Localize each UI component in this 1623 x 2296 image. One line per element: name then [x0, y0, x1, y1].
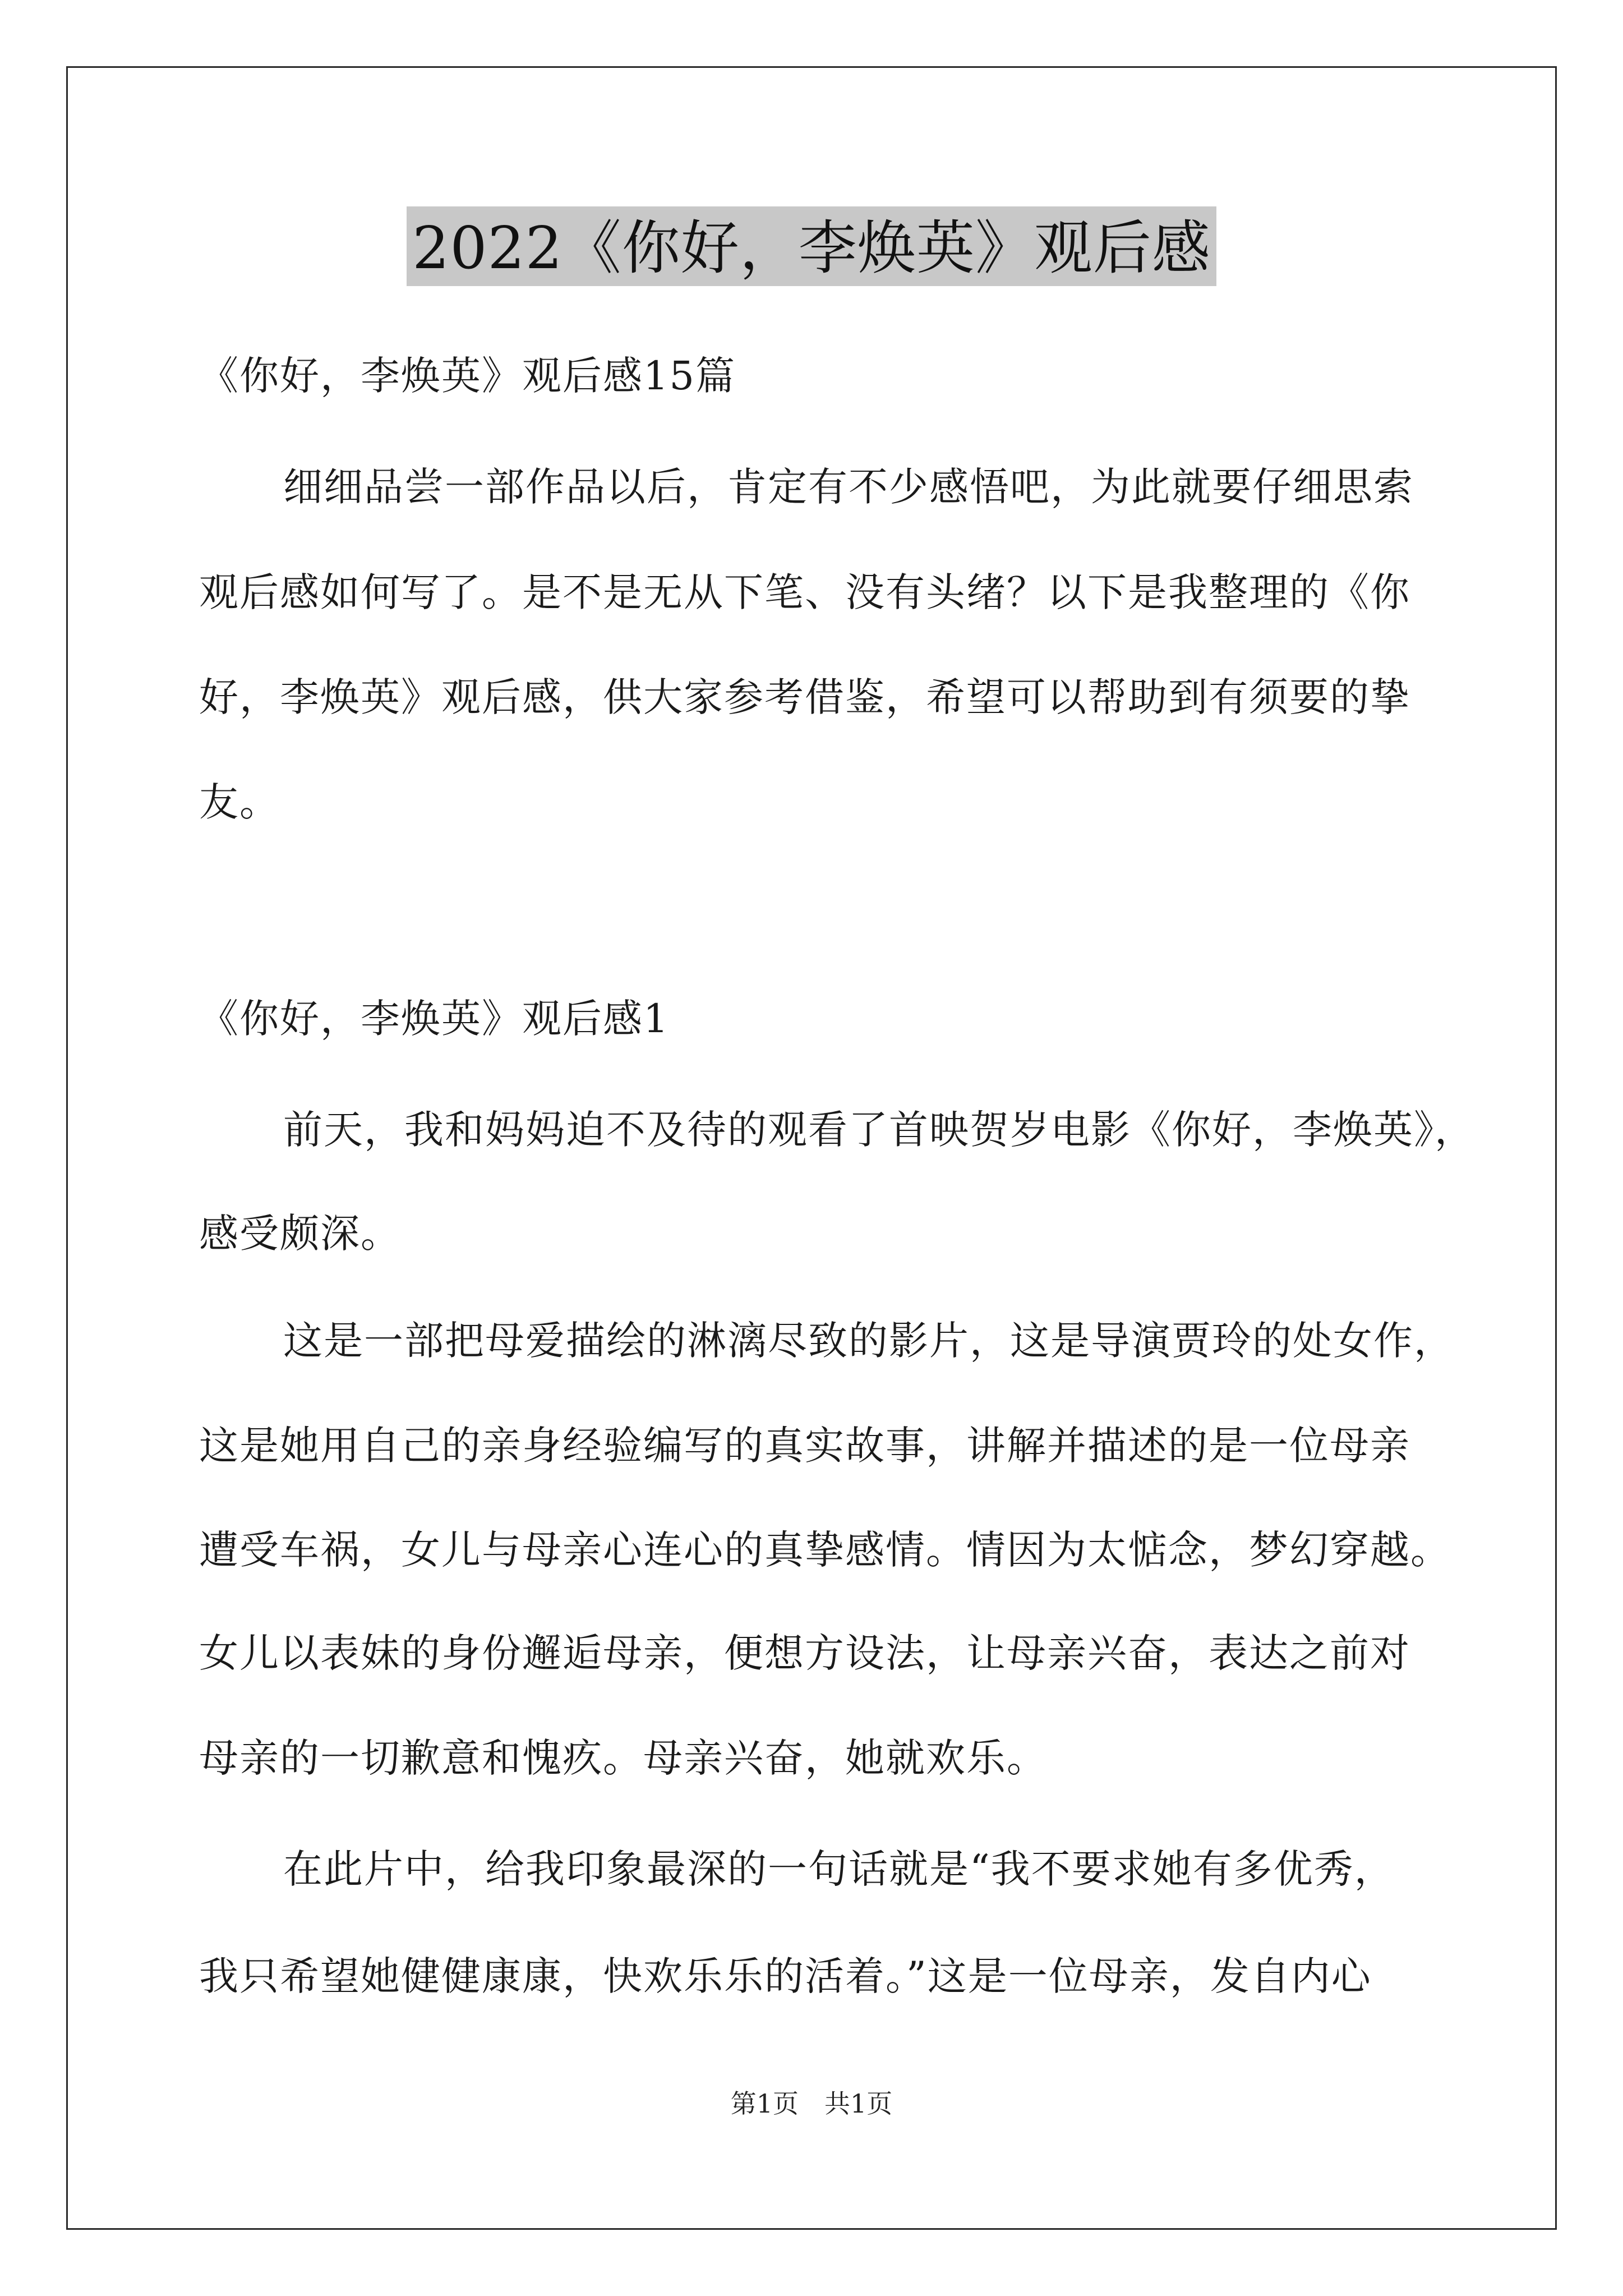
paragraph-line: 这是她用自己的亲身经验编写的真实故事，讲解并描述的是一位母亲	[199, 1423, 1410, 1469]
intro-line: 细细品尝一部作品以后，肯定有不少感悟吧，为此就要仔细思索	[283, 464, 1414, 510]
title-container	[0, 206, 1623, 286]
intro-line: 好，李焕英》观后感，供大家参考借鉴，希望可以帮助到有须要的挚	[199, 674, 1410, 720]
document-title: 2022《你好，李焕英》观后感	[407, 206, 1216, 286]
paragraph-line: 女儿以表妹的身份邂逅母亲，便想方设法，让母亲兴奋，表达之前对	[199, 1630, 1410, 1676]
paragraph-line: 遭受车祸，女儿与母亲心连心的真挚感情。情因为太惦念，梦幻穿越。	[199, 1527, 1451, 1573]
paragraph-line: 母亲的一切歉意和愧疚。母亲兴奋，她就欢乐。	[199, 1735, 1047, 1781]
paragraph-line: 在此片中，给我印象最深的一句话就是“我不要求她有多优秀，	[283, 1846, 1395, 1892]
section-heading: 《你好，李焕英》观后感1	[199, 996, 670, 1042]
paragraph-line: 这是一部把母爱描绘的淋漓尽致的影片，这是导演贾玲的处女作，	[283, 1318, 1454, 1364]
paragraph-line: 前天，我和妈妈迫不及待的观看了首映贺岁电影《你好，李焕英》，	[283, 1107, 1475, 1153]
subtitle: 《你好，李焕英》观后感15篇	[199, 353, 736, 399]
paragraph-line: 感受颇深。	[199, 1211, 401, 1257]
intro-line: 友。	[199, 779, 280, 825]
intro-line: 观后感如何写了。是不是无从下笔、没有头绪？以下是我整理的《你	[199, 569, 1410, 615]
page-footer: 第1页 共1页	[730, 2088, 893, 2119]
paragraph-line: 我只希望她健健康康，快欢乐乐的活着。”这是一位母亲，发自内心	[199, 1953, 1372, 1999]
